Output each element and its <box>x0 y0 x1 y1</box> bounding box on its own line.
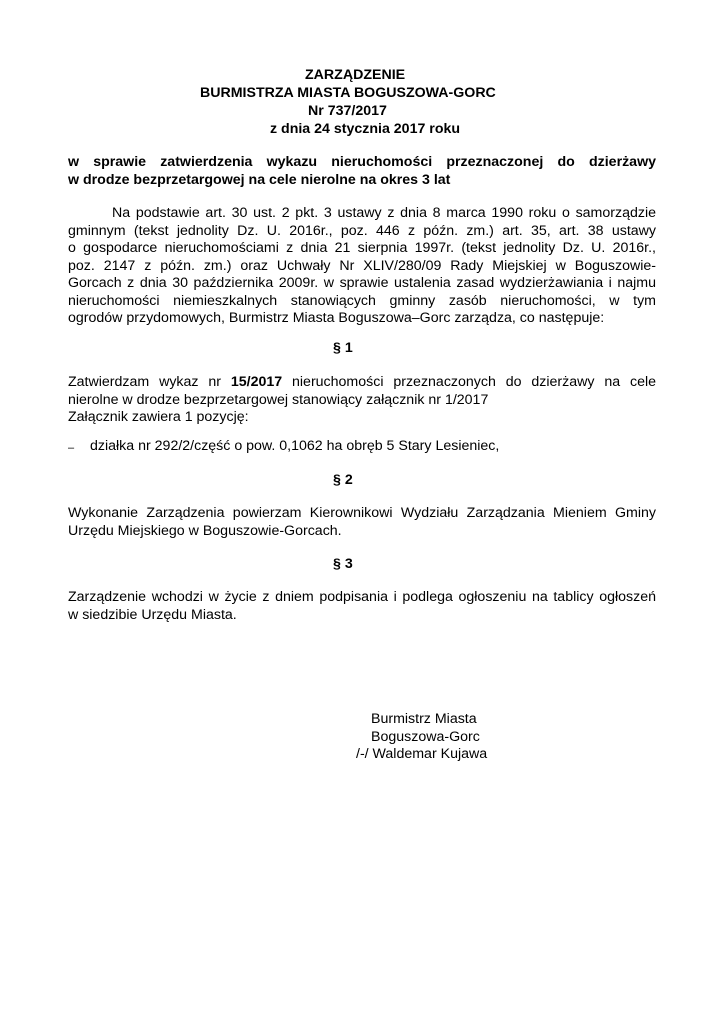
section-1-text-before: Zatwierdzam wykaz nr <box>68 374 231 390</box>
preamble-line: Na podstawie art. 30 ust. 2 pkt. 3 ustawy z dnia 8 marca 1990 roku o samorządzie <box>112 205 656 221</box>
section-1-text <box>68 374 656 427</box>
signature-town: Boguszowa-Gorc <box>371 729 480 745</box>
signature-title: Burmistrz Miasta <box>371 711 477 727</box>
section-2-text <box>68 505 656 540</box>
preamble-line: poz. 2147 z późn. zm.) oraz Uchwały Nr XLIV/280/09 Rady Miejskiej w Boguszowie- <box>68 257 656 274</box>
section-1-mark: § 1 <box>333 340 353 356</box>
document-subject <box>68 154 656 189</box>
section-1-line-2: nierolne w drodze bezprzetargowej stanowiący załącznik nr 1/2017 <box>68 391 489 408</box>
document-issuer: BURMISTRZA MIASTA BOGUSZOWA-GORC <box>200 85 496 101</box>
section-2-line-2: Urzędu Miejskiego w Boguszowie-Gorcach. <box>68 522 342 539</box>
list-number: 15/2017 <box>230 374 283 390</box>
document-number: Nr 737/2017 <box>308 103 387 119</box>
document-title: ZARZĄDZENIE <box>305 67 406 83</box>
section-3-text <box>68 589 656 624</box>
preamble-line: nieruchomości niemieszkalnych stanowiących gminny zasób nieruchomości, w tym <box>68 292 656 309</box>
section-3-mark: § 3 <box>333 556 353 572</box>
preamble-line: o gospodarce nieruchomościami z dnia 21 sierpnia 1997r. (tekst jednolity Dz. U. 2016r., <box>68 240 656 256</box>
list-item: działka nr 292/2/część o pow. 0,1062 ha obręb 5 Stary Lesieniec, <box>90 438 500 454</box>
preamble-line: Gorcach z dnia 30 października 2009r. w sprawie ustalenia zasad wydzierżawiania i najmu <box>68 275 656 291</box>
section-1-line-1 <box>68 374 656 392</box>
subject-line-2: w drodze bezprzetargowej na cele nierolne na okres 3 lat <box>68 171 451 188</box>
section-3-line-1: Zarządzenie wchodzi w życie z dniem podpisania i podlega ogłoszeniu na tablicy ogłoszeń <box>68 589 656 605</box>
document-date: z dnia 24 stycznia 2017 roku <box>270 121 461 137</box>
preamble <box>68 205 656 328</box>
section-2-line-1: Wykonanie Zarządzenia powierzam Kierownikowi Wydziału Zarządzania Mieniem Gminy <box>68 505 656 521</box>
section-3-line-2: w siedzibie Urzędu Miasta. <box>68 606 237 623</box>
section-2-mark: § 2 <box>333 472 353 488</box>
preamble-line: ogrodów przydomowych, Burmistrz Miasta Boguszowa–Gorc zarządza, co następuje: <box>68 310 605 326</box>
list-bullet-dash: – <box>68 442 75 454</box>
signature-name: /-/ Waldemar Kujawa <box>356 746 488 762</box>
section-1-line-3: Załącznik zawiera 1 pozycję: <box>68 409 249 425</box>
subject-line-1: w sprawie zatwierdzenia wykazu nieruchomości przeznaczonej do dzierżawy <box>68 154 656 170</box>
preamble-line: gminnym (tekst jednolity Dz. U. 2016r., poz. 446 z późn. zm.) art. 35, art. 38 ustawy <box>68 222 656 239</box>
section-1-text-after: nieruchomości przeznaczonych do dzierżawy na cele <box>282 374 656 390</box>
